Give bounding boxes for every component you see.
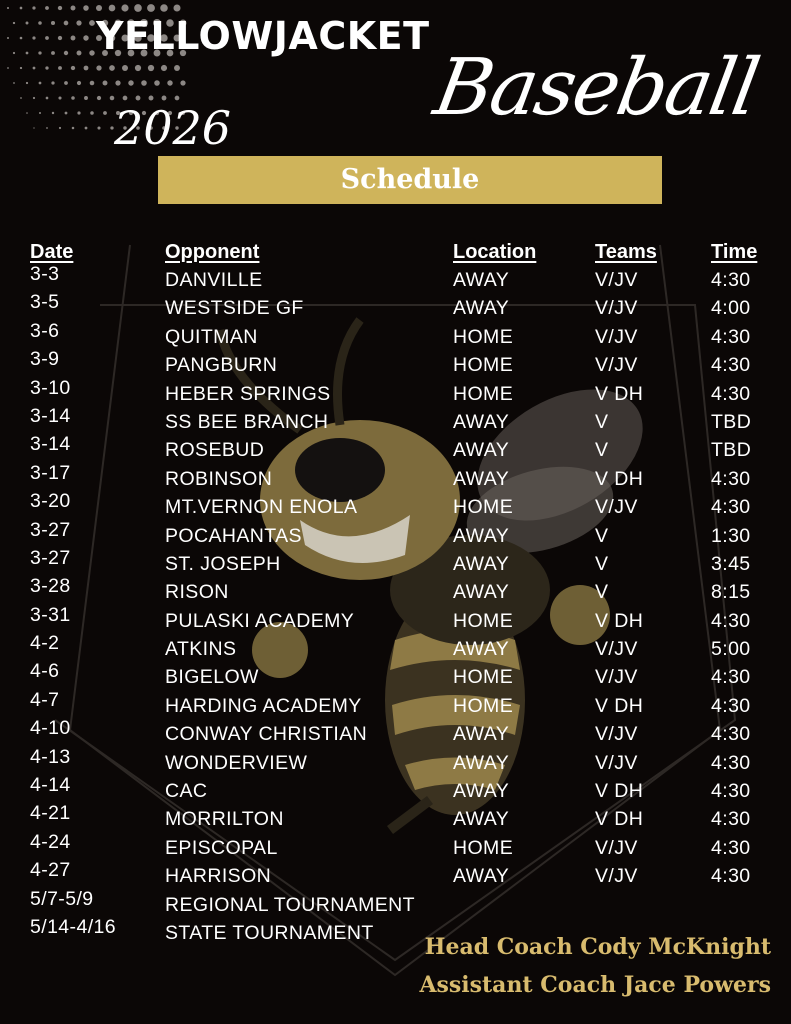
schedule-banner-label: Schedule	[340, 164, 480, 195]
game-opponent: PANGBURN	[165, 354, 278, 377]
game-teams: V/JV	[595, 666, 638, 689]
game-teams: V DH	[595, 609, 644, 632]
schedule-banner	[158, 156, 662, 204]
table-row	[0, 404, 791, 436]
game-teams: V DH	[595, 780, 644, 803]
game-teams: V/JV	[595, 723, 638, 746]
table-row	[0, 660, 791, 691]
game-date: 3-9	[30, 348, 60, 371]
game-teams: V	[595, 439, 609, 462]
season-year: 2026	[114, 101, 232, 155]
game-time: 4:30	[711, 836, 751, 859]
game-opponent: RISON	[165, 581, 229, 604]
game-opponent: ROSEBUD	[165, 439, 265, 462]
game-teams: V DH	[595, 382, 644, 405]
table-row	[0, 490, 791, 521]
game-date: 3-10	[30, 376, 71, 399]
game-location: HOME	[453, 609, 514, 632]
game-opponent: WESTSIDE GF	[165, 297, 304, 320]
game-teams: V DH	[595, 694, 644, 717]
game-date: 3-31	[30, 603, 71, 626]
game-date: 3-27	[30, 518, 71, 541]
game-teams: V/JV	[595, 325, 638, 348]
game-date: 3-14	[30, 433, 71, 456]
game-teams: V/JV	[595, 638, 638, 661]
game-location: AWAY	[453, 780, 510, 803]
game-location: AWAY	[453, 581, 510, 604]
game-date: 3-28	[30, 575, 71, 598]
game-location: AWAY	[453, 467, 510, 490]
game-opponent: DANVILLE	[165, 269, 263, 291]
game-opponent: CAC	[165, 780, 208, 803]
game-time: 4:30	[711, 865, 751, 888]
game-date: 5/14-4/16	[30, 915, 116, 938]
game-location: AWAY	[453, 439, 510, 462]
game-date: 3-20	[30, 490, 71, 513]
game-time: 4:30	[711, 780, 751, 803]
schedule-table	[0, 263, 791, 947]
game-teams: V/JV	[595, 865, 638, 888]
game-teams: V/JV	[595, 269, 638, 291]
game-teams: V	[595, 552, 609, 575]
head-coach-credit: Head Coach Cody McKnight	[424, 934, 771, 960]
game-time: 4:30	[711, 354, 751, 377]
game-time: 4:30	[711, 666, 751, 689]
game-date: 3-27	[30, 546, 71, 569]
game-teams: V DH	[595, 467, 644, 490]
table-row	[0, 263, 791, 294]
game-time: 5:00	[711, 638, 751, 661]
game-opponent: SS BEE BRANCH	[165, 410, 329, 433]
game-teams: V	[595, 524, 609, 547]
game-date: 3-17	[30, 461, 71, 484]
game-time: 4:30	[711, 467, 751, 490]
table-row	[0, 603, 791, 635]
table-row	[0, 319, 791, 351]
game-date: 4-13	[30, 745, 71, 768]
game-teams: V/JV	[595, 836, 638, 859]
game-location: AWAY	[453, 410, 510, 433]
game-date: 4-14	[30, 774, 71, 797]
table-row	[0, 546, 791, 578]
game-opponent: POCAHANTAS	[165, 524, 302, 547]
game-date: 3-14	[30, 404, 71, 427]
game-location: AWAY	[453, 269, 510, 291]
game-opponent: QUITMAN	[165, 325, 258, 348]
game-time: 4:30	[711, 325, 751, 348]
game-opponent: STATE TOURNAMENT	[165, 921, 374, 944]
game-location: HOME	[453, 382, 514, 405]
game-opponent: CONWAY CHRISTIAN	[165, 723, 368, 746]
game-time: 4:00	[711, 297, 751, 320]
game-time: 4:30	[711, 808, 751, 831]
game-time: 4:30	[711, 723, 751, 746]
game-date: 4-27	[30, 859, 71, 882]
table-row	[0, 348, 791, 379]
game-opponent: PULASKI ACADEMY	[165, 609, 355, 632]
table-row	[0, 575, 791, 606]
game-date: 4-21	[30, 802, 71, 825]
table-row	[0, 632, 791, 663]
table-row	[0, 802, 791, 833]
game-time: TBD	[711, 439, 752, 462]
game-time: 8:15	[711, 581, 751, 604]
game-teams: V/JV	[595, 751, 638, 774]
sport-script-title: Baseball	[428, 43, 765, 133]
game-time: 4:30	[711, 496, 751, 519]
game-teams: V/JV	[595, 297, 638, 320]
game-date: 4-7	[30, 688, 60, 711]
game-opponent: HEBER SPRINGS	[165, 382, 331, 405]
table-row	[0, 717, 791, 748]
game-opponent: HARRISON	[165, 865, 272, 888]
game-time: 4:30	[711, 609, 751, 632]
table-row	[0, 887, 791, 919]
game-date: 4-2	[30, 632, 60, 655]
game-opponent: WONDERVIEW	[165, 751, 308, 774]
game-opponent: EPISCOPAL	[165, 836, 278, 859]
game-time: 1:30	[711, 524, 751, 547]
game-opponent: REGIONAL TOURNAMENT	[165, 893, 415, 916]
game-opponent: BIGELOW	[165, 666, 259, 689]
game-opponent: HARDING ACADEMY	[165, 694, 362, 717]
game-teams: V/JV	[595, 496, 638, 519]
game-location: AWAY	[453, 723, 510, 746]
game-date: 4-10	[30, 717, 71, 740]
game-opponent: ATKINS	[165, 638, 237, 661]
game-date: 3-3	[30, 263, 60, 285]
game-date: 5/7-5/9	[30, 887, 94, 910]
table-row	[0, 376, 791, 408]
game-location: HOME	[453, 666, 514, 689]
game-location: HOME	[453, 836, 514, 859]
game-location: HOME	[453, 694, 514, 717]
game-location: AWAY	[453, 865, 510, 888]
game-time: 3:45	[711, 552, 751, 575]
table-row	[0, 433, 791, 464]
game-teams: V	[595, 581, 609, 604]
game-time: 4:30	[711, 269, 751, 291]
game-teams: V DH	[595, 808, 644, 831]
game-time: 4:30	[711, 694, 751, 717]
game-time: TBD	[711, 410, 752, 433]
column-header-location: Location	[453, 241, 537, 263]
game-location: AWAY	[453, 297, 510, 320]
game-date: 4-6	[30, 660, 60, 683]
game-location: AWAY	[453, 751, 510, 774]
game-location: AWAY	[453, 638, 510, 661]
game-location: AWAY	[453, 552, 510, 575]
game-teams: V/JV	[595, 354, 638, 377]
game-opponent: MORRILTON	[165, 808, 284, 831]
column-header-teams: Teams	[595, 241, 657, 263]
table-row	[0, 461, 791, 493]
game-location: AWAY	[453, 524, 510, 547]
table-row	[0, 774, 791, 805]
game-time: 4:30	[711, 751, 751, 774]
game-location: HOME	[453, 354, 514, 377]
table-row	[0, 518, 791, 550]
column-header-time: Time	[711, 241, 758, 263]
game-location: HOME	[453, 325, 514, 348]
game-date: 4-24	[30, 830, 71, 853]
game-location: AWAY	[453, 808, 510, 831]
game-teams: V	[595, 410, 609, 433]
table-row	[0, 291, 791, 322]
table-row	[0, 859, 791, 890]
team-name-title: YELLOWJACKET	[96, 14, 430, 58]
game-opponent: ST. JOSEPH	[165, 552, 281, 575]
game-date: 3-6	[30, 319, 60, 342]
game-opponent: ROBINSON	[165, 467, 273, 490]
game-time: 4:30	[711, 382, 751, 405]
game-location: HOME	[453, 496, 514, 519]
column-header-date: Date	[30, 241, 74, 263]
table-row	[0, 745, 791, 777]
game-date: 3-5	[30, 291, 60, 314]
table-row	[0, 830, 791, 862]
assistant-coach-credit: Assistant Coach Jace Powers	[419, 972, 771, 998]
table-row	[0, 688, 791, 720]
game-opponent: MT.VERNON ENOLA	[165, 496, 358, 519]
column-header-opponent: Opponent	[165, 241, 260, 263]
